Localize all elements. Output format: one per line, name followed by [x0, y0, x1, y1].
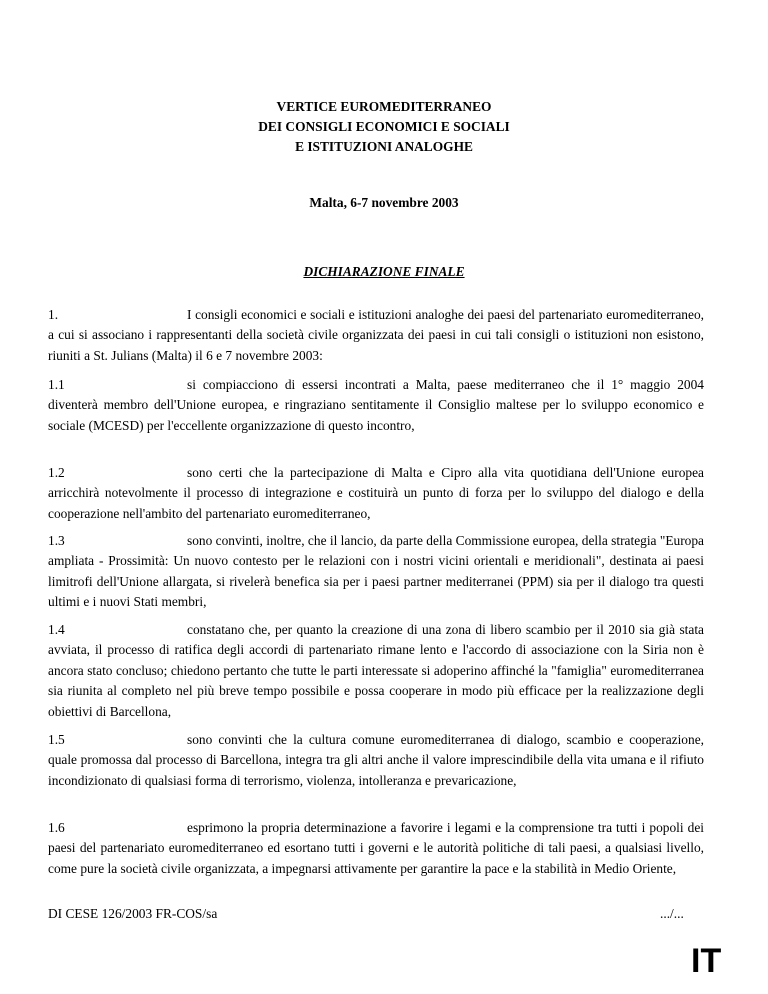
- paragraph-text: si compiacciono di essersi incontrati a Malta, paese mediterraneo che il 1° maggio 2004 diventerà membro dell'Unione europea, e ringraziano sentitamente il Consiglio maltese per lo sviluppo economico e sociale (MCESD) per l'eccellente organizzazione di questo incontro,: [48, 377, 704, 433]
- paragraph-number: 1.5: [48, 732, 65, 747]
- title-line-3: E ISTITUZIONI ANALOGHE: [295, 139, 473, 154]
- paragraph-1-2: [48, 463, 704, 524]
- paragraph-1: [48, 305, 704, 366]
- paragraph-1-1: [48, 375, 704, 436]
- paragraph-text: sono certi che la partecipazione di Malta e Cipro alla vita quotidiana dell'Unione europea arricchirà notevolmente il processo di integrazione e costituirà un punto di forza per lo sviluppo del dialogo e della cooperazione nell'ambito del partenariato euromediterraneo,: [48, 465, 704, 521]
- paragraph-number: 1.: [48, 307, 59, 322]
- paragraph-1-4: [48, 620, 704, 722]
- paragraph-text: I consigli economici e sociali e istituzioni analoghe dei paesi del partenariato euromediterraneo, a cui si associano i rappresentanti della società civile organizzata dei paesi in cui tali consigli o istituzioni non esistono, riuniti a St. Julians (Malta) il 6 e 7 novembre 2003:: [48, 307, 704, 363]
- paragraph-number: 1.1: [48, 377, 65, 392]
- paragraph-text: sono convinti, inoltre, che il lancio, da parte della Commissione europea, della strategia "Europa ampliata - Prossimità: Un nuovo contesto per le relazioni con i nostri vicini orientali e meridionali", destinata ai paesi limitrofi dell'Unione allargata, si rivelerà benefica sia per i paesi partner mediterranei (PPM) sia per il dialogo tra questi ultimi e i nuovi Stati membri,: [48, 533, 704, 610]
- paragraph-1-6: [48, 818, 704, 879]
- document-title: [0, 97, 768, 157]
- continuation-mark: .../...: [660, 906, 684, 921]
- paragraph-1-3: [48, 531, 704, 613]
- paragraph-text: sono convinti che la cultura comune euromediterranea di dialogo, scambio e cooperazione, quale promossa dal processo di Barcellona, integra tra gli altri anche il valore imprescindibile della vita umana e il rifiuto incondizionato di qualsiasi forma di terrorismo, violenza, intolleranza e prevaricazione,: [48, 732, 704, 788]
- paragraph-1-5: [48, 730, 704, 791]
- language-code: IT: [691, 942, 722, 980]
- paragraph-number: 1.3: [48, 533, 65, 548]
- title-line-1: VERTICE EUROMEDITERRANEO: [276, 99, 492, 114]
- paragraph-number: 1.4: [48, 622, 65, 637]
- paragraph-text: esprimono la propria determinazione a favorire i legami e la comprensione tra tutti i popoli dei paesi del partenariato euromediterraneo ed esortano tutti i governi e le autorità politiche di tali paesi, a qualsiasi livello, come pure la società civile organizzata, a impegnarsi attivamente per garantire la pace e la stabilità in Medio Oriente,: [48, 820, 704, 876]
- paragraph-text: constatano che, per quanto la creazione di una zona di libero scambio per il 2010 sia già stata avviata, il processo di ratifica degli accordi di partenariato rimane lento e l'accordo di associazione con la Siria non è ancora stato concluso; chiedono pertanto che tutte le parti interessate si adoperino affinché la "famiglia" euromediterranea sia riunita al completo nel più breve tempo possibile e possa cooperare in modo più efficace per la realizzazione degli obiettivi di Barcellona,: [48, 622, 704, 719]
- paragraph-number: 1.6: [48, 820, 65, 835]
- title-line-2: DEI CONSIGLI ECONOMICI E SOCIALI: [258, 119, 510, 134]
- declaration-title: DICHIARAZIONE FINALE: [303, 264, 465, 279]
- paragraph-number: 1.2: [48, 465, 65, 480]
- document-reference: DI CESE 126/2003 FR-COS/sa: [48, 906, 218, 921]
- place-date: Malta, 6-7 novembre 2003: [309, 195, 459, 210]
